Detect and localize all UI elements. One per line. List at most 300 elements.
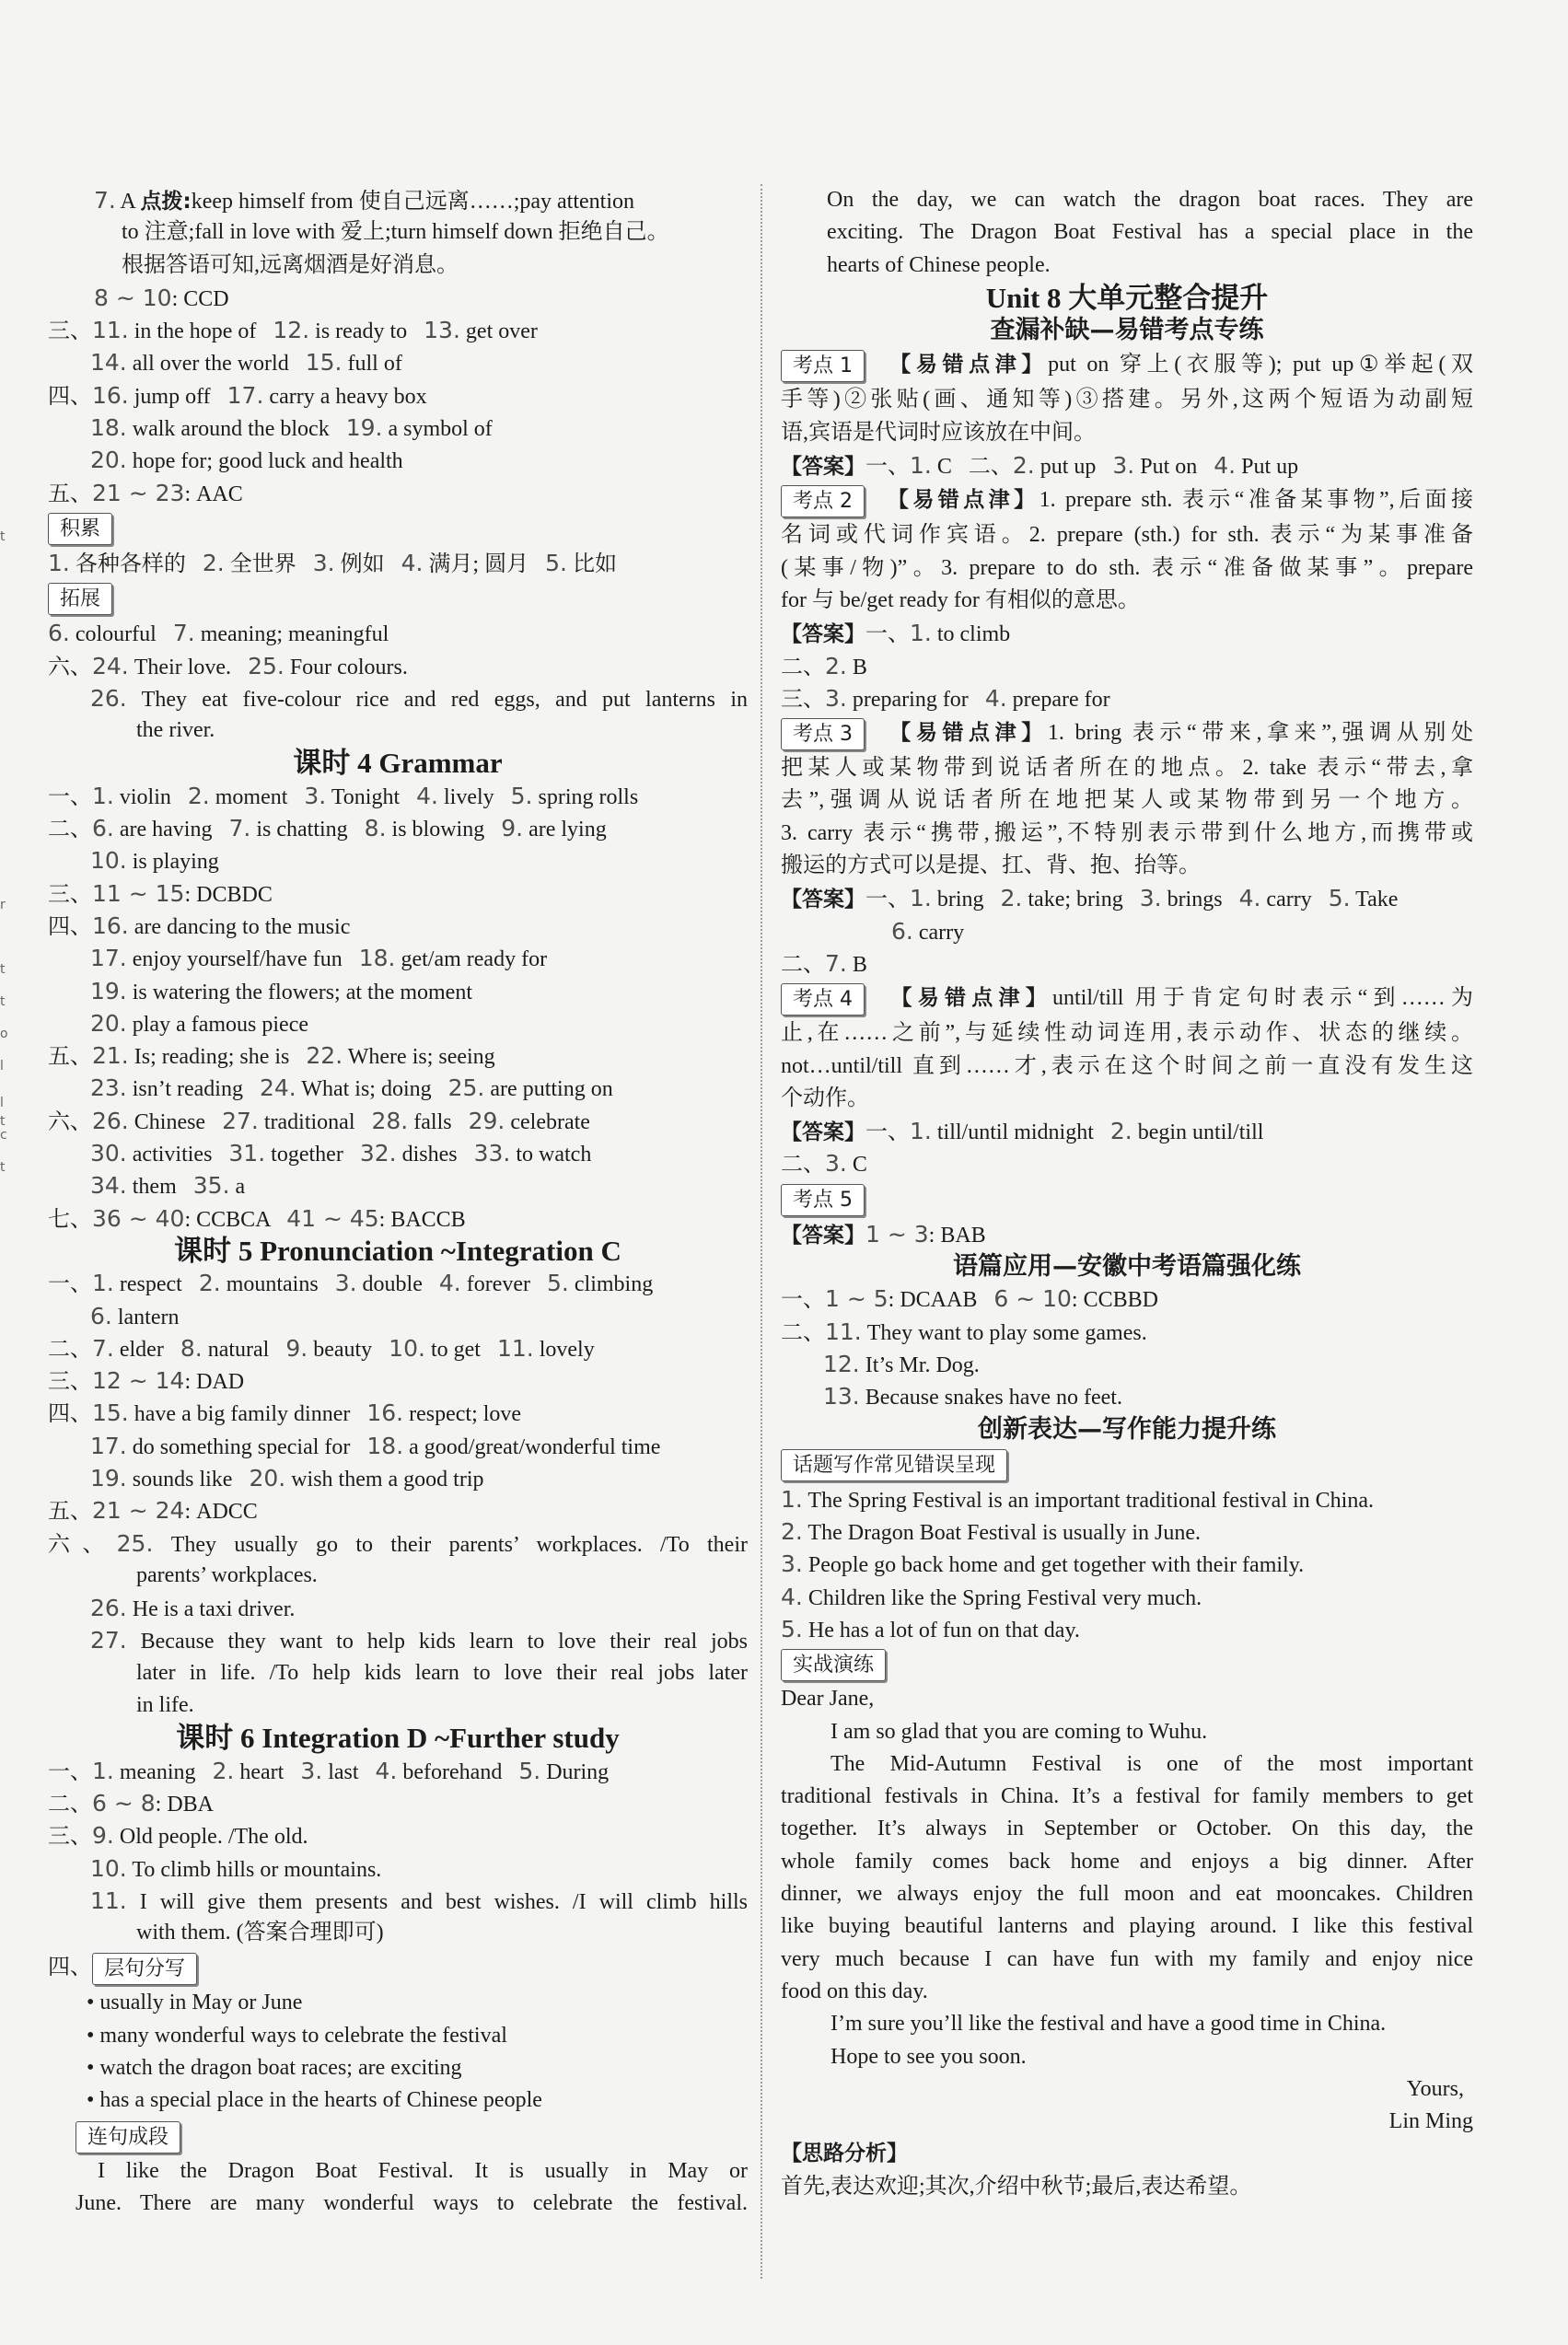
answer-text: B: [846, 655, 867, 679]
text-line: [781, 1548, 1473, 1580]
answer-text: 一、: [865, 888, 910, 912]
answer-text: parents’ workplaces.: [136, 1562, 318, 1587]
item-number: 9.: [501, 815, 524, 842]
key-point-line: [781, 980, 1473, 1017]
section-tag: [781, 1445, 1473, 1483]
item-number: 15.: [305, 349, 343, 377]
answer-text: are putting on: [484, 1077, 613, 1102]
item-number: 2.: [1000, 885, 1023, 912]
text-line: [48, 314, 748, 346]
text-line: [48, 216, 748, 249]
text-line: [781, 752, 1473, 784]
item-number: 17.: [90, 1432, 127, 1459]
answer-text: with them. (答案合理即可): [136, 1921, 384, 1945]
section-heading: Unit 8 大单元整合提升: [985, 281, 1269, 314]
answer-text: (某事/物)”。3. prepare to do sth. 表示“准备做某事”。prepare: [781, 555, 1473, 580]
answer-text: whole family comes back home and enjoys a big dinner. After: [781, 1849, 1473, 1874]
answer-text: C: [846, 1153, 867, 1178]
text-line: [781, 882, 1473, 914]
answer-text: 二、: [48, 1792, 92, 1817]
item-number: 26.: [90, 1595, 127, 1622]
answer-text: bring: [931, 888, 1001, 912]
bold-label: 【答案】: [781, 455, 865, 480]
answer-text: 六、: [48, 655, 92, 679]
text-line: [781, 1380, 1473, 1412]
answer-text: 把某人或某物带到说话者所在的地点。2. take 表示“带去,拿: [781, 756, 1473, 781]
section-tag: [781, 1645, 1473, 1683]
answer-text: falls: [408, 1109, 469, 1134]
item-number: 22.: [306, 1042, 343, 1070]
bullet-item: [48, 2052, 748, 2084]
text-line: [781, 417, 1473, 449]
answer-text: are lying: [523, 818, 607, 842]
answer-text: The Spring Festival is an important traditional festival in China.: [802, 1488, 1374, 1513]
answer-text: They want to play some games.: [861, 1320, 1147, 1345]
item-number: 24.: [92, 652, 129, 679]
text-line: [48, 1885, 748, 1917]
answer-text: to 注意;fall in love with 爱上;turn himself down 拒绝自己。: [122, 220, 669, 245]
text-line: [48, 1332, 748, 1364]
answer-text: 五、: [48, 482, 92, 506]
answer-text: sounds like: [126, 1467, 250, 1492]
tag-prefix: 四、: [48, 1956, 92, 1980]
answer-text: activities: [126, 1143, 229, 1167]
item-number: 11.: [90, 1886, 127, 1914]
item-number: 16.: [92, 381, 129, 409]
item-number: 4.: [1238, 885, 1261, 912]
item-number: 4.: [1214, 452, 1237, 480]
item-number: 3.: [312, 549, 335, 576]
text-line: [48, 942, 748, 974]
item-number: 3.: [825, 684, 847, 712]
answer-text: Tonight: [326, 784, 417, 809]
sub-heading: 查漏补缺—易错考点专练: [990, 316, 1264, 345]
text-line: [48, 1430, 748, 1462]
signature-line: Yours,: [1406, 2076, 1464, 2101]
item-number: 6.: [92, 815, 114, 842]
answer-text: lantern: [111, 1305, 180, 1329]
right-column: [781, 184, 1473, 2203]
edge-mark: l: [0, 1059, 4, 1074]
answer-text: 首先,表达欢迎;其次,介绍中秋节;最后,表达希望。: [781, 2174, 1252, 2199]
tag-label: 连句成段: [75, 2121, 180, 2153]
answer-text: : DCBDC: [184, 882, 273, 907]
left-column: [48, 184, 748, 2220]
bullet-item: [48, 2020, 748, 2052]
answer-text: dinner, we always enjoy the full moon and eat mooncakes. Children: [781, 1882, 1473, 1907]
item-number: 6.: [48, 620, 70, 647]
item-number: 6.: [90, 1302, 112, 1329]
answer-text: 各种各样的: [69, 551, 203, 576]
answer-text: them: [126, 1175, 193, 1200]
answer-text: Four colours.: [284, 655, 408, 679]
answer-text: 一、: [865, 622, 910, 647]
item-number: 41 ~ 45: [286, 1204, 379, 1232]
column-divider: [761, 184, 763, 2279]
item-number: 4.: [401, 549, 424, 576]
answer-text: 一、: [48, 784, 92, 809]
item-number: 3.: [304, 782, 327, 809]
answer-text: walk around the block: [126, 417, 346, 442]
answer-text: very much because I can have fun with my family and enjoy nice: [781, 1946, 1473, 1971]
answer-text: 四、: [48, 914, 92, 939]
answer-text: C 二、: [931, 455, 1013, 480]
text-line: [781, 1483, 1473, 1515]
answer-text: : CCD: [171, 286, 229, 311]
item-number: 21 ~ 24: [92, 1497, 185, 1525]
answer-text: Is; reading; she is: [128, 1045, 307, 1070]
item-number: 29.: [468, 1107, 505, 1134]
item-number: 23.: [90, 1074, 127, 1102]
text-line: [48, 1624, 748, 1656]
answer-text: Hope to see you soon.: [830, 2044, 1027, 2069]
item-number: 3.: [1112, 452, 1135, 480]
answer-text: respect: [113, 1272, 199, 1297]
answer-text: It’s Mr. Dog.: [859, 1352, 980, 1377]
text-line: [48, 1397, 748, 1429]
bullet-dot: •: [87, 2056, 100, 2081]
item-number: 9.: [92, 1822, 114, 1850]
answer-text: is blowing: [386, 818, 502, 842]
item-number: 16.: [92, 911, 129, 939]
item-number: 33.: [473, 1140, 511, 1167]
bold-label: 【易错点津】: [865, 721, 1048, 746]
item-number: 26.: [92, 1107, 129, 1134]
tag-label: 实战演练: [781, 1649, 886, 1681]
sub-heading: 创新表达—写作能力提升练: [978, 1414, 1276, 1444]
text-line: [781, 1683, 1473, 1715]
text-line: [48, 444, 748, 476]
text-line: [781, 1017, 1473, 1050]
bullet-dot: •: [87, 2088, 100, 2113]
item-number: 6 ~ 10: [993, 1285, 1072, 1313]
answer-text: until/till 用于肯定句时表示“到……为: [1052, 986, 1474, 1011]
section-heading: 课时 6 Integration D ~Further study: [176, 1722, 620, 1755]
answer-text: is ready to: [309, 319, 424, 344]
answer-text: carry: [912, 920, 965, 945]
item-number: 7.: [94, 187, 116, 214]
text-line: [48, 250, 748, 282]
answer-text: traditional: [258, 1109, 372, 1134]
text-line: [48, 650, 748, 682]
answer-text: What is; doing: [296, 1077, 448, 1102]
answer-text: do something special for: [126, 1434, 367, 1459]
item-number: 28.: [371, 1107, 409, 1134]
item-number: 2.: [198, 1270, 221, 1297]
answer-text: 四、: [48, 1402, 92, 1427]
answer-text: to climb: [931, 622, 1011, 647]
tag-label: 话题写作常见错误呈现: [781, 1449, 1007, 1481]
item-number: 31.: [228, 1140, 266, 1167]
text-line: [781, 1976, 1473, 2008]
answer-text: I am so glad that you are coming to Wuhu.: [830, 1719, 1208, 1744]
answer-text: put up: [1034, 455, 1113, 480]
answer-text: is chatting: [250, 818, 365, 842]
text-line: [781, 1083, 1473, 1115]
answer-text: preparing for: [846, 687, 985, 712]
text-line: [48, 1105, 748, 1137]
answer-text: hearts of Chinese people.: [827, 252, 1051, 277]
item-number: 4.: [781, 1583, 803, 1610]
bullet-text: watch the dragon boat races; are exciting: [99, 2056, 462, 2081]
answer-text: like buying beautiful lanterns and playing around. I like this festival: [781, 1914, 1473, 1939]
item-number: 6.: [891, 917, 913, 945]
item-number: 3.: [1139, 885, 1162, 912]
item-number: 18.: [366, 1432, 404, 1459]
answer-text: isn’t reading: [126, 1077, 260, 1102]
key-point-line: [781, 714, 1473, 752]
edge-mark: l: [0, 1096, 4, 1110]
answer-text: in life.: [136, 1693, 194, 1718]
answer-text: Chinese: [128, 1109, 223, 1134]
answer-text: 三、: [48, 1825, 92, 1850]
item-number: 18.: [90, 414, 127, 442]
item-number: 19.: [90, 1464, 127, 1492]
answer-text: the river.: [136, 718, 215, 743]
answer-text: Their love.: [128, 655, 249, 679]
sub-heading: 语篇应用—安徽中考语篇强化练: [953, 1252, 1301, 1282]
item-number: 10.: [389, 1334, 425, 1362]
text-line: [781, 1613, 1473, 1645]
answer-text: beauty: [308, 1337, 389, 1362]
item-number: 2.: [825, 652, 847, 679]
answer-text: meaning; meaningful: [194, 622, 389, 647]
item-number: 17.: [90, 945, 127, 972]
answer-text: take; bring: [1022, 888, 1140, 912]
answer-text: Old people. /The old.: [113, 1825, 308, 1850]
item-number: 15.: [92, 1399, 129, 1427]
answer-text: : AAC: [184, 482, 243, 506]
answer-text: 全世界: [224, 551, 313, 576]
answer-text: Because they want to help kids learn to love their real jobs: [126, 1630, 748, 1654]
item-number: 5.: [545, 549, 567, 576]
edge-mark: o: [0, 1027, 8, 1041]
text-line: [781, 1051, 1473, 1083]
text-line: [48, 2155, 748, 2188]
answer-text: : DAD: [184, 1370, 245, 1395]
text-line: [48, 1462, 748, 1494]
text-line: [48, 975, 748, 1007]
answer-text: Dear Jane,: [781, 1687, 875, 1712]
answer-text: They usually go to their parents’ workplaces. /To their: [153, 1532, 748, 1557]
item-number: 3.: [300, 1757, 323, 1784]
item-number: 1 ~ 3: [865, 1220, 929, 1248]
answer-text: forever: [460, 1272, 548, 1297]
text-line: [781, 2008, 1473, 2040]
section-tag: [48, 579, 748, 617]
answer-text: Because snakes have no feet.: [859, 1386, 1122, 1410]
text-line: [48, 412, 748, 444]
section-heading: 课时 4 Grammar: [293, 747, 503, 780]
text-line: [781, 216, 1473, 249]
text-line: [781, 1846, 1473, 1878]
text-line: [781, 650, 1473, 682]
answer-text: 1. bring 表示“带来,拿来”,强调从别处: [1047, 721, 1473, 746]
item-number: 14.: [90, 349, 127, 377]
text-line: [48, 346, 748, 378]
item-number: 2.: [212, 1757, 235, 1784]
tag-label: 拓展: [48, 583, 112, 615]
answer-text: 3. carry 表示“携带,搬运”,不特别表示带到什么地方,而携带或: [781, 820, 1473, 845]
item-number: 7.: [228, 815, 251, 842]
answer-text: put on 穿上(衣服等); put up①举起(双: [1048, 353, 1474, 377]
answer-text: is playing: [126, 850, 219, 875]
section-tag: [48, 509, 748, 547]
answer-text: 二、: [781, 655, 825, 679]
answer-text: Take: [1350, 888, 1399, 912]
answer-text: prepare for: [1006, 687, 1110, 712]
item-number: 27.: [222, 1107, 259, 1134]
text-line: [48, 617, 748, 649]
answer-text: : BAB: [928, 1223, 986, 1248]
item-number: 16.: [366, 1399, 404, 1427]
item-number: 9.: [285, 1334, 308, 1362]
edge-mark: r: [0, 898, 6, 912]
answer-text: 比如: [566, 551, 617, 576]
item-number: 4.: [375, 1757, 398, 1784]
text-line: [781, 1115, 1473, 1147]
item-number: 1.: [910, 620, 932, 647]
bold-label: 【易错点津】: [865, 353, 1049, 377]
answer-text: Put up: [1236, 455, 1299, 480]
text-line: [781, 682, 1473, 714]
answer-text: During: [540, 1759, 610, 1784]
bold-label: 【易错点津】: [865, 986, 1053, 1011]
section-heading: 课时 5 Pronunciation ~Integration C: [174, 1234, 621, 1267]
bold-label: 【易错点津】: [865, 488, 1040, 513]
answer-text: a good/great/wonderful time: [403, 1434, 661, 1459]
item-number: 27.: [90, 1627, 127, 1654]
item-number: 8.: [364, 815, 387, 842]
bullet-text: has a special place in the hearts of Chinese people: [99, 2088, 542, 2113]
tag-label: 积累: [48, 513, 112, 545]
text-line: [48, 812, 748, 844]
answer-text: violin: [113, 784, 188, 809]
answer-text: exciting. The Dragon Boat Festival has a special place in the: [827, 220, 1473, 245]
key-point-label: 考点 2: [781, 485, 865, 517]
answer-text: are having: [113, 818, 229, 842]
text-line: [781, 1515, 1473, 1548]
text-line: [48, 477, 748, 509]
answer-text: : DCAAB: [888, 1288, 994, 1313]
edge-mark: t: [0, 529, 6, 544]
answer-text: On the day, we can watch the dragon boat races. They are: [827, 188, 1473, 212]
item-number: 24.: [259, 1074, 296, 1102]
answer-text: 止,在……之前”,与延续性动词连用,表示动作、状态的继续。: [781, 1021, 1473, 1046]
text-line: [48, 1494, 748, 1527]
answer-text: 名词或代词作宾语。2. prepare (sth.) for sth. 表示“为某事准备: [781, 523, 1473, 548]
answer-text: 六、: [48, 1532, 117, 1557]
bold-label: 【思路分析】: [781, 2142, 908, 2166]
answer-text: a: [229, 1175, 246, 1200]
key-point-label: 考点 3: [781, 718, 865, 750]
answer-text: meaning: [113, 1759, 213, 1784]
bold-label: 【答案】: [781, 622, 865, 647]
answer-text: 1. prepare sth. 表示“准备某事物”,后面接: [1039, 488, 1474, 513]
text-line: [48, 1137, 748, 1169]
text-line: [48, 844, 748, 876]
text-line: [781, 1316, 1473, 1348]
answer-text: 六、: [48, 1109, 92, 1134]
text-line: [48, 1039, 748, 1072]
answer-text: : CCBBD: [1071, 1288, 1158, 1313]
signature-line: Lin Ming: [1388, 2109, 1473, 2134]
text-line: [781, 1944, 1473, 1976]
item-number: 1.: [910, 452, 932, 480]
answer-text: lovely: [533, 1337, 595, 1362]
item-number: 32.: [359, 1140, 397, 1167]
item-number: 36 ~ 40: [92, 1204, 185, 1232]
item-number: 11 ~ 15: [92, 879, 185, 907]
text-line: [48, 1364, 748, 1397]
answer-text: 搬运的方式可以是提、扛、背、抱、抬等。: [781, 853, 1201, 878]
text-line: [781, 1878, 1473, 1910]
answer-text: 一、: [865, 1120, 910, 1145]
bullet-item: [48, 1987, 748, 2019]
text-line: [781, 2171, 1473, 2203]
bullet-text: many wonderful ways to celebrate the festival: [99, 2023, 507, 2048]
item-number: 11.: [92, 317, 129, 344]
text-line: [781, 552, 1473, 585]
answer-text: Where is; seeing: [343, 1045, 495, 1070]
answer-text: 二、: [781, 952, 825, 977]
answer-text: 三、: [781, 687, 825, 712]
answer-text: The Dragon Boat Festival is usually in June.: [802, 1521, 1202, 1546]
key-point-label: 考点 5: [781, 1184, 865, 1216]
answer-text: moment: [209, 784, 305, 809]
answer-text: : DBA: [155, 1792, 214, 1817]
text-line: [48, 714, 748, 747]
answer-text: jump off: [128, 384, 227, 409]
answer-text: The Mid-Autumn Festival is one of the most important: [830, 1751, 1473, 1776]
answer-text: : ADCC: [184, 1500, 258, 1525]
answer-text: to get: [424, 1337, 497, 1362]
text-line: [48, 682, 748, 714]
text-line: [48, 2188, 748, 2220]
answer-text: He has a lot of fun on that day.: [802, 1618, 1080, 1643]
item-number: 5.: [518, 1757, 541, 1784]
item-number: 1.: [92, 1270, 114, 1297]
answer-text: To climb hills or mountains.: [126, 1857, 382, 1882]
answer-text: 根据答语可知,远离烟酒是好消息。: [122, 252, 459, 277]
answer-text: Children like the Spring Festival very much.: [802, 1585, 1202, 1610]
text-line: [781, 2138, 1473, 2170]
answer-text: begin until/till: [1132, 1120, 1264, 1145]
text-line: [48, 780, 748, 812]
item-number: 1.: [92, 1757, 114, 1784]
item-number: 1 ~ 5: [825, 1285, 889, 1313]
answer-text: B: [846, 952, 867, 977]
answer-text: 四、: [48, 384, 92, 409]
answer-text: in the hope of: [128, 319, 273, 344]
text-line: [781, 1781, 1473, 1813]
answer-text: 二、: [781, 1153, 825, 1178]
answer-text: 例如: [334, 551, 401, 576]
answer-text: Put on: [1134, 455, 1214, 480]
answer-text: 手等)②张贴(画、通知等)③搭建。另外,这两个短语为动副短: [781, 388, 1473, 412]
answer-text: heart: [234, 1759, 301, 1784]
answer-text: 个动作。: [781, 1085, 869, 1110]
item-number: 5.: [547, 1270, 569, 1297]
text-line: [48, 877, 748, 910]
text-line: [781, 1910, 1473, 1943]
answer-text: 一、: [781, 1288, 825, 1313]
edge-mark: t: [0, 962, 6, 977]
text-line: [781, 449, 1473, 482]
key-point-label: 考点 1: [781, 350, 865, 382]
item-number: 1.: [92, 782, 114, 809]
key-point-line: [781, 1180, 1473, 1218]
